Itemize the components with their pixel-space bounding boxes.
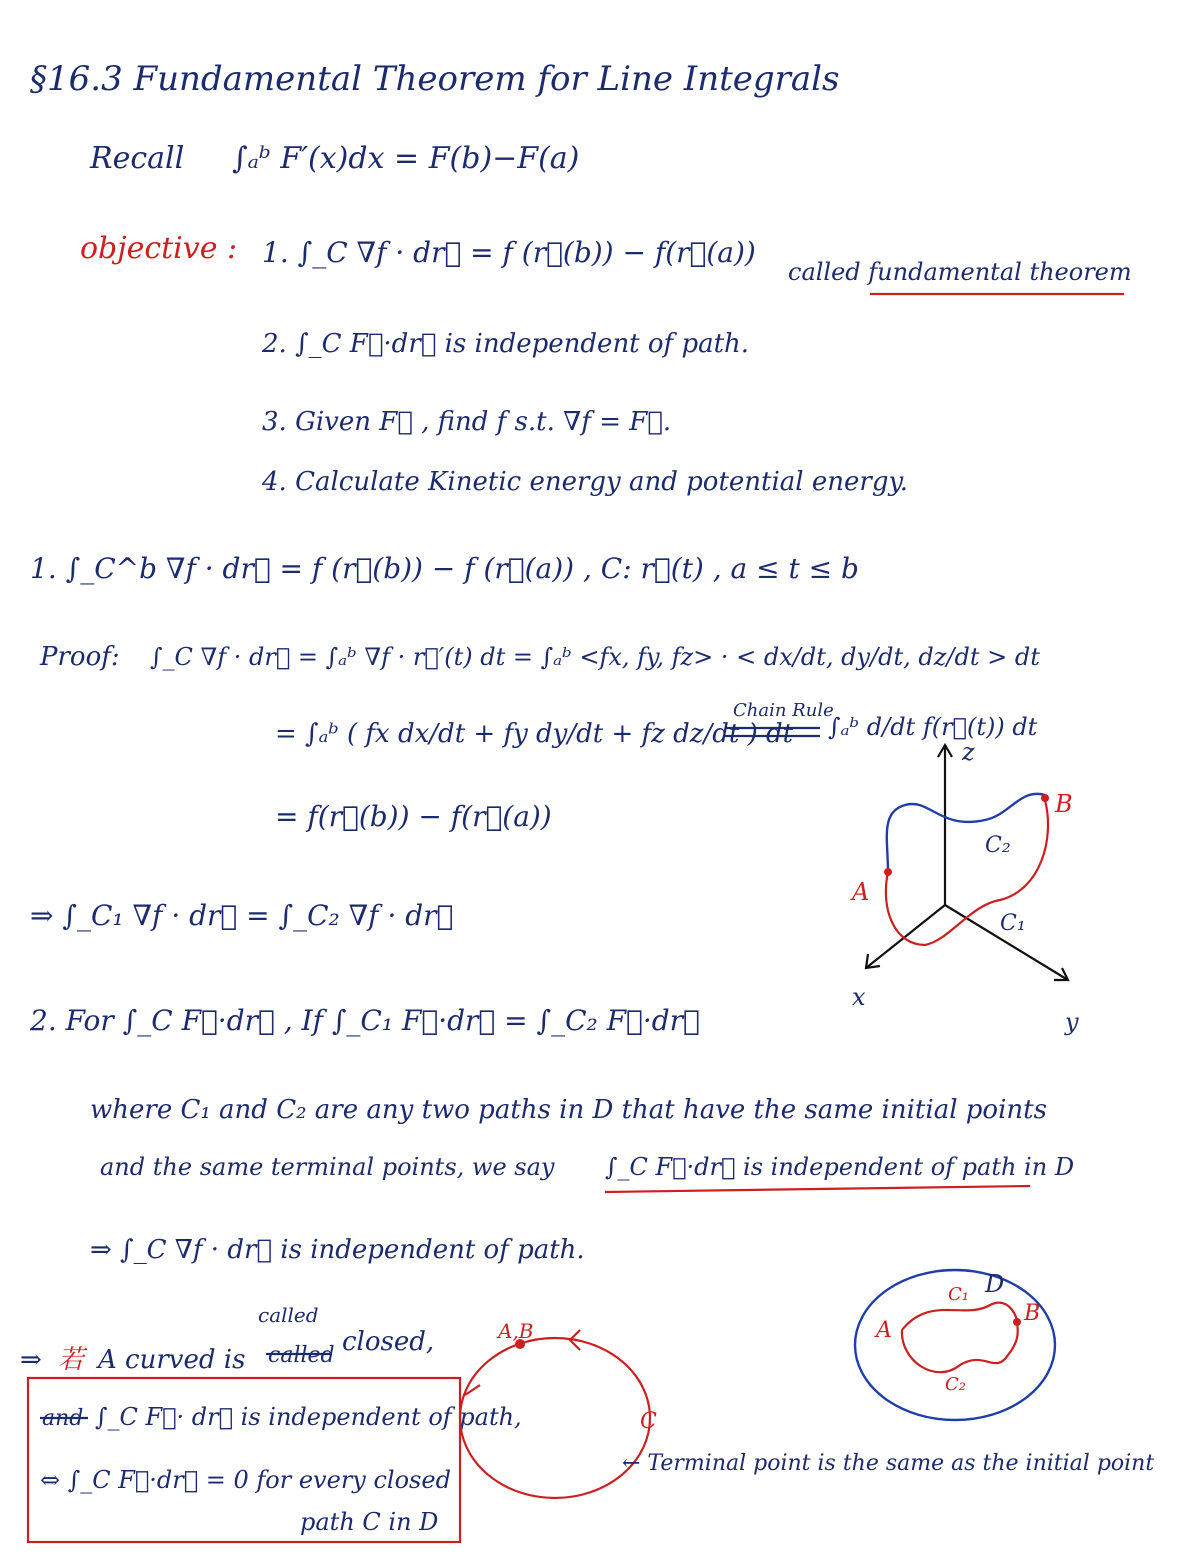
closed-curve-diagram: [460, 1319, 1154, 1498]
terminal-point-note: ← Terminal point is the same as the initial point: [622, 1451, 1155, 1476]
box-line-1: ∫_C F⃗· dr⃗ is independent of path,: [95, 1403, 522, 1431]
objective-item-2: 2. ∫_C F⃗·dr⃗ is independent of path.: [262, 329, 750, 359]
path-c2-label: C₂: [985, 833, 1011, 858]
region-a-label: A: [876, 1318, 892, 1343]
region-c1-label: C₁: [948, 1284, 969, 1305]
path-c2: [887, 794, 1045, 872]
point-a: [884, 868, 892, 876]
box-line-2: ⇔ ∫_C F⃗·dr⃗ = 0 for every closed: [40, 1466, 451, 1494]
closed-scribble: 若: [58, 1345, 85, 1375]
section2-line-3b: ∫_C F⃗·dr⃗ is independent of path in D: [605, 1153, 1075, 1181]
region-point-b: [1013, 1318, 1021, 1326]
section2-statement: 2. For ∫_C F⃗·dr⃗ , If ∫_C₁ F⃗·dr⃗ = ∫_C₂ F⃗·dr⃗: [30, 1004, 700, 1037]
section2-line-2: where C₁ and C₂ are any two paths in D that have the same initial points: [90, 1095, 1047, 1125]
closed-point-label: A,B: [498, 1319, 534, 1343]
closed-struck-word: called: [268, 1343, 335, 1368]
implies-line: ⇒ ∫_C₁ ∇f · dr⃗ = ∫_C₂ ∇f · dr⃗: [30, 899, 454, 932]
proof-line-3: = f(r⃗(b)) − f(r⃗(a)): [275, 800, 552, 833]
section1-statement: 1. ∫_C^b ∇f · dr⃗ = f (r⃗(b)) − f (r⃗(a)) , C: r⃗(t) , a ≤ t ≤ b: [30, 552, 859, 585]
closed-implies: ⇒: [20, 1345, 42, 1375]
axes-diagram: [850, 738, 1079, 1036]
objective-item-4: 4. Calculate Kinetic energy and potential energy.: [262, 467, 908, 497]
independence-underline: [605, 1186, 1030, 1192]
objective-item-3: 3. Given F⃗ , find f s.t. ∇f = F⃗.: [262, 407, 672, 437]
region-c2-label: C₂: [945, 1374, 966, 1395]
recall-formula: ∫ₐᵇ F′(x)dx = F(b)−F(a): [232, 141, 580, 176]
point-b: [1041, 794, 1049, 802]
region-d-label: D: [985, 1270, 1005, 1298]
proof-line-2: = ∫ₐᵇ ( fx dx/dt + fy dy/dt + fz dz/dt ) dt: [275, 719, 794, 749]
recall-label: Recall: [90, 141, 185, 176]
region-path-c1: [902, 1303, 1017, 1330]
point-a-label: A: [852, 878, 870, 906]
x-axis-label: x: [852, 983, 866, 1011]
page-title: §16.3 Fundamental Theorem for Line Integrals: [30, 59, 840, 99]
closed-text: A curved is: [98, 1345, 246, 1375]
region-diagram: [855, 1270, 1055, 1420]
region-path-c2: [902, 1322, 1018, 1372]
chain-rule-label: Chain Rule: [733, 700, 834, 721]
box-struck-word: and: [42, 1406, 84, 1431]
closed-curve-label: C: [640, 1409, 657, 1434]
path-c1-label: C₁: [1000, 911, 1026, 936]
objective-label: objective :: [80, 231, 238, 266]
region-b-label: B: [1024, 1301, 1041, 1326]
y-axis-label: y: [1065, 1008, 1079, 1036]
section2-line-3a: and the same terminal points, we say: [100, 1153, 555, 1181]
objective-side-note: called fundamental theorem: [788, 258, 1132, 286]
objective-item-1: 1. ∫_C ∇f · dr⃗ = f (r⃗(b)) − f(r⃗(a)): [262, 236, 756, 269]
closed-inserted-word: called: [258, 1303, 319, 1327]
z-axis-label: z: [962, 738, 975, 766]
proof-label: Proof:: [40, 642, 120, 672]
box-line-3: path C in D: [300, 1508, 439, 1536]
x-axis: [866, 905, 945, 968]
section2-line-4: ⇒ ∫_C ∇f · dr⃗ is independent of path.: [90, 1235, 585, 1265]
closed-end: closed,: [342, 1327, 435, 1357]
proof-line-2b: ∫ₐᵇ d/dt f(r⃗(t)) dt: [828, 713, 1038, 741]
point-b-label: B: [1055, 790, 1073, 818]
proof-line-1: ∫_C ∇f · dr⃗ = ∫ₐᵇ ∇f · r⃗′(t) dt = ∫ₐᵇ <fx, fy, fz> · < dx/dt, dy/dt, dz/dt > dt: [150, 643, 1040, 671]
